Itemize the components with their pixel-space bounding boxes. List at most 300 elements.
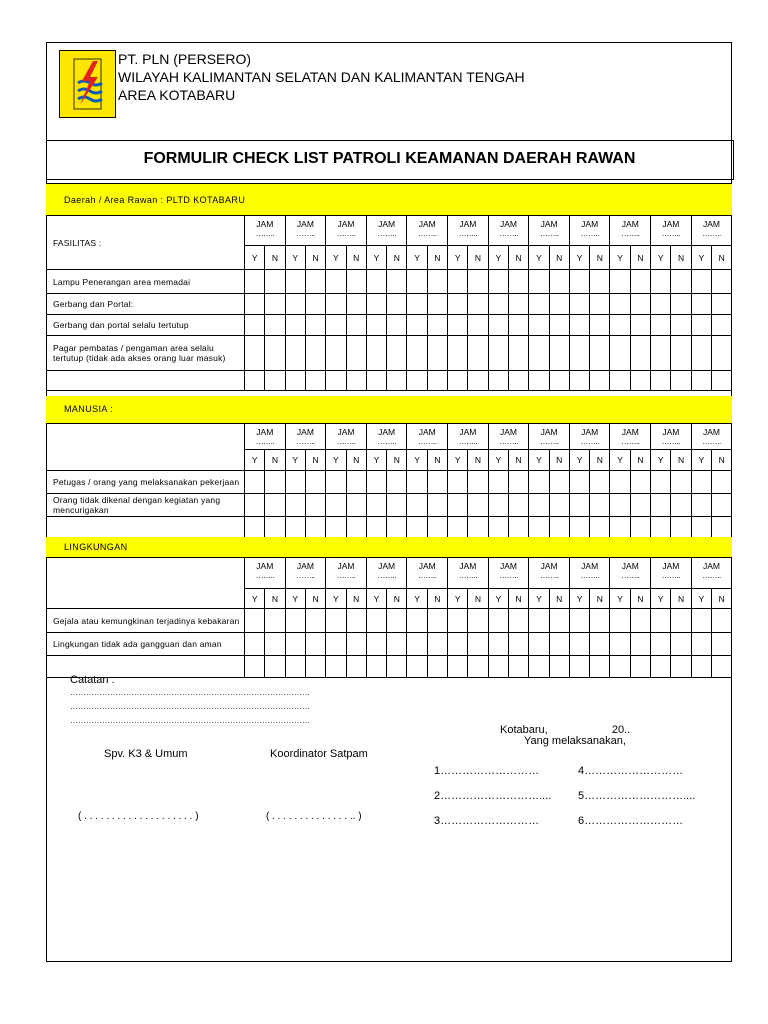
jam-cell[interactable] — [610, 216, 651, 246]
no-check-cell[interactable] — [630, 517, 650, 538]
no-check-cell[interactable] — [427, 315, 447, 336]
yes-check-cell[interactable] — [569, 371, 589, 391]
jam-time-blank[interactable]: …….. — [621, 571, 640, 580]
jam-time-blank[interactable]: …….. — [255, 571, 275, 580]
notes-line-3[interactable]: ……………………………………………………………………………… — [70, 716, 310, 725]
jam-cell[interactable] — [529, 424, 570, 450]
yes-check-cell[interactable] — [448, 270, 468, 294]
jam-time-blank[interactable]: …….. — [418, 571, 437, 580]
jam-cell[interactable] — [245, 558, 286, 589]
no-check-cell[interactable] — [468, 609, 488, 633]
no-check-cell[interactable] — [387, 633, 407, 656]
no-check-cell[interactable] — [508, 633, 528, 656]
yes-check-cell[interactable] — [245, 371, 265, 391]
no-check-cell[interactable] — [305, 609, 325, 633]
yes-check-cell[interactable] — [245, 294, 265, 315]
jam-time-blank[interactable]: …….. — [255, 229, 275, 238]
yes-check-cell[interactable] — [651, 494, 671, 517]
no-check-cell[interactable] — [265, 471, 285, 494]
no-check-cell[interactable] — [712, 315, 732, 336]
jam-cell[interactable] — [366, 558, 407, 589]
yes-check-cell[interactable] — [285, 270, 305, 294]
yes-check-cell[interactable] — [691, 270, 711, 294]
no-check-cell[interactable] — [305, 656, 325, 678]
yes-check-cell[interactable] — [529, 294, 549, 315]
yes-check-cell[interactable] — [245, 494, 265, 517]
jam-cell[interactable] — [448, 216, 489, 246]
yes-check-cell[interactable] — [285, 517, 305, 538]
yes-check-cell[interactable] — [691, 494, 711, 517]
executor-1[interactable]: 1……………………… — [434, 765, 540, 777]
yes-check-cell[interactable] — [407, 294, 427, 315]
no-check-cell[interactable] — [590, 633, 610, 656]
yes-check-cell[interactable] — [407, 270, 427, 294]
executor-3[interactable]: 3……………………… — [434, 815, 540, 827]
no-check-cell[interactable] — [265, 270, 285, 294]
no-check-cell[interactable] — [468, 371, 488, 391]
no-check-cell[interactable] — [712, 517, 732, 538]
yes-check-cell[interactable] — [651, 315, 671, 336]
no-check-cell[interactable] — [549, 494, 569, 517]
jam-cell[interactable] — [529, 558, 570, 589]
no-check-cell[interactable] — [346, 633, 366, 656]
yes-check-cell[interactable] — [366, 315, 386, 336]
no-check-cell[interactable] — [427, 294, 447, 315]
no-check-cell[interactable] — [346, 336, 366, 371]
no-check-cell[interactable] — [427, 270, 447, 294]
yes-check-cell[interactable] — [569, 494, 589, 517]
no-check-cell[interactable] — [468, 270, 488, 294]
no-check-cell[interactable] — [427, 494, 447, 517]
jam-time-blank[interactable]: …….. — [702, 437, 721, 446]
jam-time-blank[interactable]: …….. — [621, 229, 640, 238]
no-check-cell[interactable] — [508, 471, 528, 494]
jam-time-blank[interactable]: …….. — [580, 437, 599, 446]
jam-cell[interactable] — [691, 424, 732, 450]
no-check-cell[interactable] — [427, 517, 447, 538]
no-check-cell[interactable] — [305, 517, 325, 538]
jam-time-blank[interactable]: …….. — [296, 229, 315, 238]
no-check-cell[interactable] — [346, 294, 366, 315]
no-check-cell[interactable] — [508, 609, 528, 633]
yes-check-cell[interactable] — [407, 471, 427, 494]
no-check-cell[interactable] — [590, 315, 610, 336]
yes-check-cell[interactable] — [366, 517, 386, 538]
no-check-cell[interactable] — [712, 494, 732, 517]
no-check-cell[interactable] — [265, 609, 285, 633]
yes-check-cell[interactable] — [569, 517, 589, 538]
yes-check-cell[interactable] — [610, 471, 630, 494]
no-check-cell[interactable] — [671, 494, 691, 517]
no-check-cell[interactable] — [671, 336, 691, 371]
yes-check-cell[interactable] — [366, 471, 386, 494]
yes-check-cell[interactable] — [448, 656, 468, 678]
yes-check-cell[interactable] — [326, 270, 346, 294]
no-check-cell[interactable] — [265, 633, 285, 656]
jam-cell[interactable] — [407, 424, 448, 450]
yes-check-cell[interactable] — [326, 517, 346, 538]
yes-check-cell[interactable] — [407, 371, 427, 391]
no-check-cell[interactable] — [305, 471, 325, 494]
jam-cell[interactable] — [366, 424, 407, 450]
yes-check-cell[interactable] — [448, 336, 468, 371]
yes-check-cell[interactable] — [488, 270, 508, 294]
yes-check-cell[interactable] — [366, 494, 386, 517]
no-check-cell[interactable] — [387, 371, 407, 391]
jam-time-blank[interactable]: …….. — [377, 437, 396, 446]
no-check-cell[interactable] — [549, 371, 569, 391]
yes-check-cell[interactable] — [326, 633, 346, 656]
no-check-cell[interactable] — [712, 471, 732, 494]
yes-check-cell[interactable] — [366, 336, 386, 371]
no-check-cell[interactable] — [265, 371, 285, 391]
yes-check-cell[interactable] — [488, 315, 508, 336]
jam-time-blank[interactable]: …….. — [499, 229, 518, 238]
coordinator-signature-blank[interactable]: ( . . . . . . . . . . . . . . .. ) — [266, 811, 362, 822]
yes-check-cell[interactable] — [448, 471, 468, 494]
yes-check-cell[interactable] — [529, 315, 549, 336]
yes-check-cell[interactable] — [610, 270, 630, 294]
yes-check-cell[interactable] — [407, 494, 427, 517]
no-check-cell[interactable] — [630, 609, 650, 633]
no-check-cell[interactable] — [508, 294, 528, 315]
yes-check-cell[interactable] — [488, 294, 508, 315]
yes-check-cell[interactable] — [529, 656, 549, 678]
no-check-cell[interactable] — [387, 336, 407, 371]
jam-cell[interactable] — [245, 216, 286, 246]
yes-check-cell[interactable] — [651, 517, 671, 538]
no-check-cell[interactable] — [590, 609, 610, 633]
yes-check-cell[interactable] — [651, 336, 671, 371]
yes-check-cell[interactable] — [691, 471, 711, 494]
no-check-cell[interactable] — [265, 494, 285, 517]
jam-cell[interactable] — [285, 216, 326, 246]
no-check-cell[interactable] — [671, 270, 691, 294]
yes-check-cell[interactable] — [326, 494, 346, 517]
yes-check-cell[interactable] — [366, 633, 386, 656]
no-check-cell[interactable] — [508, 371, 528, 391]
no-check-cell[interactable] — [590, 336, 610, 371]
yes-check-cell[interactable] — [488, 471, 508, 494]
no-check-cell[interactable] — [671, 609, 691, 633]
yes-check-cell[interactable] — [285, 633, 305, 656]
yes-check-cell[interactable] — [488, 517, 508, 538]
yes-check-cell[interactable] — [488, 371, 508, 391]
no-check-cell[interactable] — [427, 471, 447, 494]
yes-check-cell[interactable] — [285, 315, 305, 336]
yes-check-cell[interactable] — [691, 633, 711, 656]
yes-check-cell[interactable] — [245, 336, 265, 371]
jam-time-blank[interactable]: …….. — [296, 437, 315, 446]
executor-6[interactable]: 6……………………… — [578, 815, 684, 827]
no-check-cell[interactable] — [387, 315, 407, 336]
no-check-cell[interactable] — [508, 336, 528, 371]
no-check-cell[interactable] — [549, 471, 569, 494]
no-check-cell[interactable] — [712, 294, 732, 315]
yes-check-cell[interactable] — [448, 633, 468, 656]
yes-check-cell[interactable] — [610, 315, 630, 336]
jam-cell[interactable] — [285, 558, 326, 589]
yes-check-cell[interactable] — [488, 609, 508, 633]
no-check-cell[interactable] — [305, 315, 325, 336]
no-check-cell[interactable] — [712, 371, 732, 391]
yes-check-cell[interactable] — [651, 656, 671, 678]
no-check-cell[interactable] — [671, 471, 691, 494]
jam-cell[interactable] — [610, 424, 651, 450]
jam-time-blank[interactable]: …….. — [539, 437, 559, 446]
no-check-cell[interactable] — [508, 270, 528, 294]
jam-cell[interactable] — [569, 558, 610, 589]
yes-check-cell[interactable] — [691, 336, 711, 371]
no-check-cell[interactable] — [630, 371, 650, 391]
jam-cell[interactable] — [488, 216, 529, 246]
no-check-cell[interactable] — [468, 517, 488, 538]
no-check-cell[interactable] — [305, 371, 325, 391]
no-check-cell[interactable] — [346, 494, 366, 517]
no-check-cell[interactable] — [630, 494, 650, 517]
no-check-cell[interactable] — [549, 270, 569, 294]
no-check-cell[interactable] — [265, 336, 285, 371]
no-check-cell[interactable] — [590, 371, 610, 391]
jam-time-blank[interactable]: …….. — [458, 437, 478, 446]
jam-cell[interactable] — [326, 424, 367, 450]
no-check-cell[interactable] — [468, 494, 488, 517]
no-check-cell[interactable] — [346, 656, 366, 678]
jam-cell[interactable] — [569, 424, 610, 450]
yes-check-cell[interactable] — [529, 494, 549, 517]
no-check-cell[interactable] — [630, 633, 650, 656]
no-check-cell[interactable] — [305, 294, 325, 315]
jam-time-blank[interactable]: …….. — [499, 571, 518, 580]
no-check-cell[interactable] — [427, 633, 447, 656]
yes-check-cell[interactable] — [651, 471, 671, 494]
executor-5[interactable]: 5……………………….... — [578, 790, 696, 802]
yes-check-cell[interactable] — [448, 315, 468, 336]
no-check-cell[interactable] — [508, 494, 528, 517]
yes-check-cell[interactable] — [651, 371, 671, 391]
yes-check-cell[interactable] — [326, 315, 346, 336]
jam-cell[interactable] — [569, 216, 610, 246]
yes-check-cell[interactable] — [691, 609, 711, 633]
yes-check-cell[interactable] — [407, 609, 427, 633]
yes-check-cell[interactable] — [610, 494, 630, 517]
no-check-cell[interactable] — [671, 517, 691, 538]
no-check-cell[interactable] — [712, 270, 732, 294]
yes-check-cell[interactable] — [488, 494, 508, 517]
no-check-cell[interactable] — [427, 371, 447, 391]
jam-cell[interactable] — [610, 558, 651, 589]
yes-check-cell[interactable] — [691, 517, 711, 538]
yes-check-cell[interactable] — [245, 633, 265, 656]
no-check-cell[interactable] — [590, 656, 610, 678]
yes-check-cell[interactable] — [245, 471, 265, 494]
yes-check-cell[interactable] — [529, 471, 549, 494]
no-check-cell[interactable] — [630, 656, 650, 678]
yes-check-cell[interactable] — [285, 294, 305, 315]
jam-time-blank[interactable]: …….. — [661, 571, 681, 580]
no-check-cell[interactable] — [590, 517, 610, 538]
yes-check-cell[interactable] — [569, 270, 589, 294]
jam-time-blank[interactable]: …….. — [418, 229, 437, 238]
yes-check-cell[interactable] — [285, 371, 305, 391]
yes-check-cell[interactable] — [569, 609, 589, 633]
yes-check-cell[interactable] — [407, 633, 427, 656]
jam-time-blank[interactable]: …….. — [296, 571, 315, 580]
no-check-cell[interactable] — [549, 294, 569, 315]
jam-cell[interactable] — [691, 558, 732, 589]
jam-cell[interactable] — [366, 216, 407, 246]
yes-check-cell[interactable] — [366, 371, 386, 391]
no-check-cell[interactable] — [346, 270, 366, 294]
yes-check-cell[interactable] — [285, 494, 305, 517]
yes-check-cell[interactable] — [651, 633, 671, 656]
yes-check-cell[interactable] — [651, 270, 671, 294]
notes-line-1[interactable]: ……………………………………………………………………………… — [70, 688, 310, 697]
jam-time-blank[interactable]: …….. — [702, 571, 721, 580]
jam-cell[interactable] — [285, 424, 326, 450]
no-check-cell[interactable] — [387, 494, 407, 517]
yes-check-cell[interactable] — [691, 656, 711, 678]
no-check-cell[interactable] — [387, 270, 407, 294]
no-check-cell[interactable] — [265, 517, 285, 538]
jam-time-blank[interactable]: …….. — [336, 571, 356, 580]
no-check-cell[interactable] — [468, 336, 488, 371]
yes-check-cell[interactable] — [366, 609, 386, 633]
yes-check-cell[interactable] — [529, 633, 549, 656]
jam-cell[interactable] — [448, 424, 489, 450]
yes-check-cell[interactable] — [569, 633, 589, 656]
no-check-cell[interactable] — [590, 494, 610, 517]
yes-check-cell[interactable] — [610, 336, 630, 371]
jam-time-blank[interactable]: …….. — [255, 437, 275, 446]
no-check-cell[interactable] — [265, 294, 285, 315]
yes-check-cell[interactable] — [569, 294, 589, 315]
no-check-cell[interactable] — [630, 336, 650, 371]
yes-check-cell[interactable] — [285, 336, 305, 371]
no-check-cell[interactable] — [387, 294, 407, 315]
jam-time-blank[interactable]: …….. — [661, 437, 681, 446]
yes-check-cell[interactable] — [529, 336, 549, 371]
yes-check-cell[interactable] — [448, 294, 468, 315]
no-check-cell[interactable] — [549, 609, 569, 633]
yes-check-cell[interactable] — [245, 656, 265, 678]
yes-check-cell[interactable] — [366, 294, 386, 315]
yes-check-cell[interactable] — [569, 336, 589, 371]
yes-check-cell[interactable] — [488, 336, 508, 371]
yes-check-cell[interactable] — [448, 517, 468, 538]
yes-check-cell[interactable] — [448, 494, 468, 517]
no-check-cell[interactable] — [549, 517, 569, 538]
executor-2[interactable]: 2……………………….... — [434, 790, 552, 802]
yes-check-cell[interactable] — [407, 315, 427, 336]
executor-4[interactable]: 4……………………… — [578, 765, 684, 777]
no-check-cell[interactable] — [346, 609, 366, 633]
yes-check-cell[interactable] — [529, 609, 549, 633]
yes-check-cell[interactable] — [366, 270, 386, 294]
jam-cell[interactable] — [407, 558, 448, 589]
yes-check-cell[interactable] — [326, 609, 346, 633]
jam-cell[interactable] — [691, 216, 732, 246]
jam-cell[interactable] — [407, 216, 448, 246]
yes-check-cell[interactable] — [691, 371, 711, 391]
yes-check-cell[interactable] — [407, 336, 427, 371]
yes-check-cell[interactable] — [407, 517, 427, 538]
no-check-cell[interactable] — [305, 633, 325, 656]
no-check-cell[interactable] — [305, 270, 325, 294]
yes-check-cell[interactable] — [245, 517, 265, 538]
jam-time-blank[interactable]: …….. — [458, 229, 478, 238]
jam-cell[interactable] — [651, 558, 692, 589]
no-check-cell[interactable] — [630, 315, 650, 336]
yes-check-cell[interactable] — [245, 609, 265, 633]
no-check-cell[interactable] — [508, 517, 528, 538]
spv-signature-blank[interactable]: ( . . . . . . . . . . . . . . . . . . . . ) — [78, 811, 199, 822]
jam-time-blank[interactable]: …….. — [539, 571, 559, 580]
yes-check-cell[interactable] — [448, 609, 468, 633]
no-check-cell[interactable] — [508, 315, 528, 336]
jam-time-blank[interactable]: …….. — [377, 229, 396, 238]
jam-cell[interactable] — [488, 424, 529, 450]
yes-check-cell[interactable] — [610, 656, 630, 678]
no-check-cell[interactable] — [346, 371, 366, 391]
no-check-cell[interactable] — [265, 315, 285, 336]
yes-check-cell[interactable] — [326, 656, 346, 678]
jam-cell[interactable] — [245, 424, 286, 450]
no-check-cell[interactable] — [630, 270, 650, 294]
no-check-cell[interactable] — [427, 336, 447, 371]
jam-cell[interactable] — [529, 216, 570, 246]
no-check-cell[interactable] — [387, 517, 407, 538]
no-check-cell[interactable] — [671, 315, 691, 336]
yes-check-cell[interactable] — [651, 609, 671, 633]
no-check-cell[interactable] — [427, 609, 447, 633]
yes-check-cell[interactable] — [529, 371, 549, 391]
jam-time-blank[interactable]: …….. — [458, 571, 478, 580]
no-check-cell[interactable] — [427, 656, 447, 678]
jam-time-blank[interactable]: …….. — [621, 437, 640, 446]
yes-check-cell[interactable] — [569, 315, 589, 336]
yes-check-cell[interactable] — [448, 371, 468, 391]
yes-check-cell[interactable] — [326, 336, 346, 371]
notes-line-2[interactable]: ……………………………………………………………………………… — [70, 702, 310, 711]
yes-check-cell[interactable] — [366, 656, 386, 678]
yes-check-cell[interactable] — [245, 315, 265, 336]
yes-check-cell[interactable] — [488, 633, 508, 656]
yes-check-cell[interactable] — [569, 656, 589, 678]
yes-check-cell[interactable] — [326, 294, 346, 315]
yes-check-cell[interactable] — [529, 517, 549, 538]
no-check-cell[interactable] — [590, 471, 610, 494]
yes-check-cell[interactable] — [691, 294, 711, 315]
jam-time-blank[interactable]: …….. — [702, 229, 721, 238]
no-check-cell[interactable] — [712, 656, 732, 678]
jam-cell[interactable] — [488, 558, 529, 589]
no-check-cell[interactable] — [712, 336, 732, 371]
yes-check-cell[interactable] — [285, 656, 305, 678]
yes-check-cell[interactable] — [610, 371, 630, 391]
no-check-cell[interactable] — [590, 270, 610, 294]
no-check-cell[interactable] — [305, 494, 325, 517]
jam-time-blank[interactable]: …….. — [499, 437, 518, 446]
no-check-cell[interactable] — [508, 656, 528, 678]
yes-check-cell[interactable] — [285, 471, 305, 494]
no-check-cell[interactable] — [712, 609, 732, 633]
no-check-cell[interactable] — [468, 633, 488, 656]
no-check-cell[interactable] — [549, 315, 569, 336]
jam-time-blank[interactable]: …….. — [661, 229, 681, 238]
jam-cell[interactable] — [448, 558, 489, 589]
jam-cell[interactable] — [651, 216, 692, 246]
